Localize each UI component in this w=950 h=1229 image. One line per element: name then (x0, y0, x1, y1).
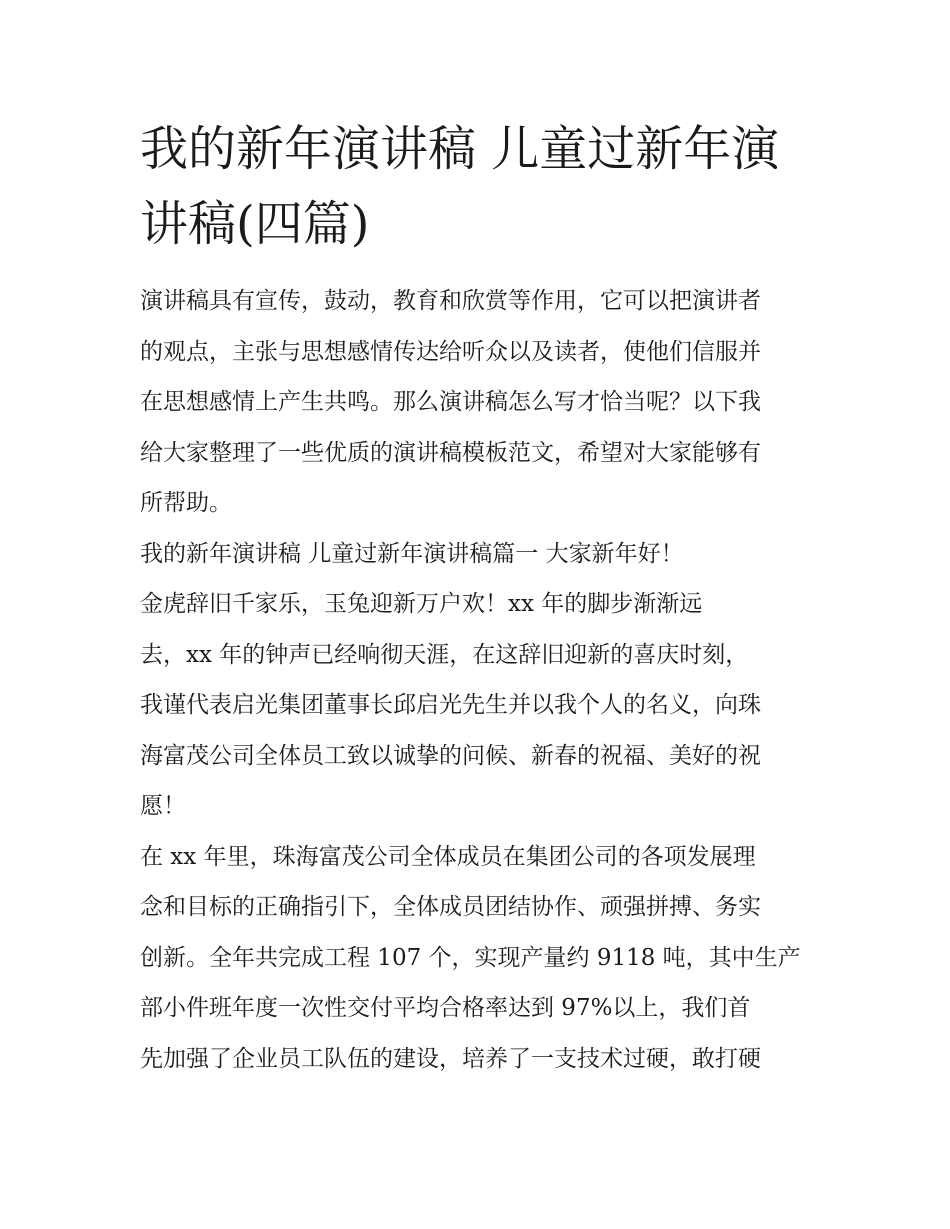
text-line: 念和目标的正确指引下，全体成员团结协作、顽强拼搏、务实 (140, 894, 761, 920)
text-line: 所帮助。 (140, 490, 232, 516)
text-line: 在思想感情上产生共鸣。那么演讲稿怎么写才恰当呢？以下我 (140, 389, 761, 415)
text-line: 先加强了企业员工队伍的建设，培养了一支技术过硬，敢打硬 (140, 1045, 761, 1072)
paragraph-intro (140, 276, 820, 529)
document-body (140, 276, 820, 1084)
text-line: 在 xx 年里，珠海富茂公司全体成员在集团公司的各项发展理 (140, 843, 756, 870)
text-line: 创新。全年共完成工程 107 个，实现产量约 9118 吨，其中生产 (140, 944, 801, 971)
text-line: 我的新年演讲稿 儿童过新年演讲稿篇一 大家新年好！ (140, 540, 684, 567)
text-line: 的观点，主张与思想感情传达给听众以及读者，使他们信服并 (140, 338, 761, 365)
title-line: 我的新年演讲稿 儿童过新年演 (140, 121, 780, 177)
paragraph-heading (140, 529, 820, 580)
paragraph-review (140, 832, 820, 1085)
text-line: 部小件班年度一次性交付平均合格率达到 97%以上，我们首 (140, 995, 751, 1021)
text-line: 愿！ (140, 793, 186, 819)
text-line: 给大家整理了一些优质的演讲稿模板范文，希望对大家能够有 (140, 439, 761, 466)
text-line: 我谨代表启光集团董事长邱启光先生并以我个人的名义，向珠 (140, 692, 761, 718)
document-title (140, 112, 820, 262)
paragraph-greeting (140, 579, 820, 832)
title-line: 讲稿(四篇) (140, 196, 370, 252)
text-line: 金虎辞旧千家乐，玉兔迎新万户欢！xx 年的脚步渐渐远 (140, 591, 703, 617)
text-line: 去，xx 年的钟声已经响彻天涯，在这辞旧迎新的喜庆时刻， (140, 641, 749, 668)
text-line: 演讲稿具有宣传，鼓动，教育和欣赏等作用，它可以把演讲者 (140, 288, 761, 314)
text-line: 海富茂公司全体员工致以诚挚的问候、新春的祝福、美好的祝 (140, 742, 761, 769)
